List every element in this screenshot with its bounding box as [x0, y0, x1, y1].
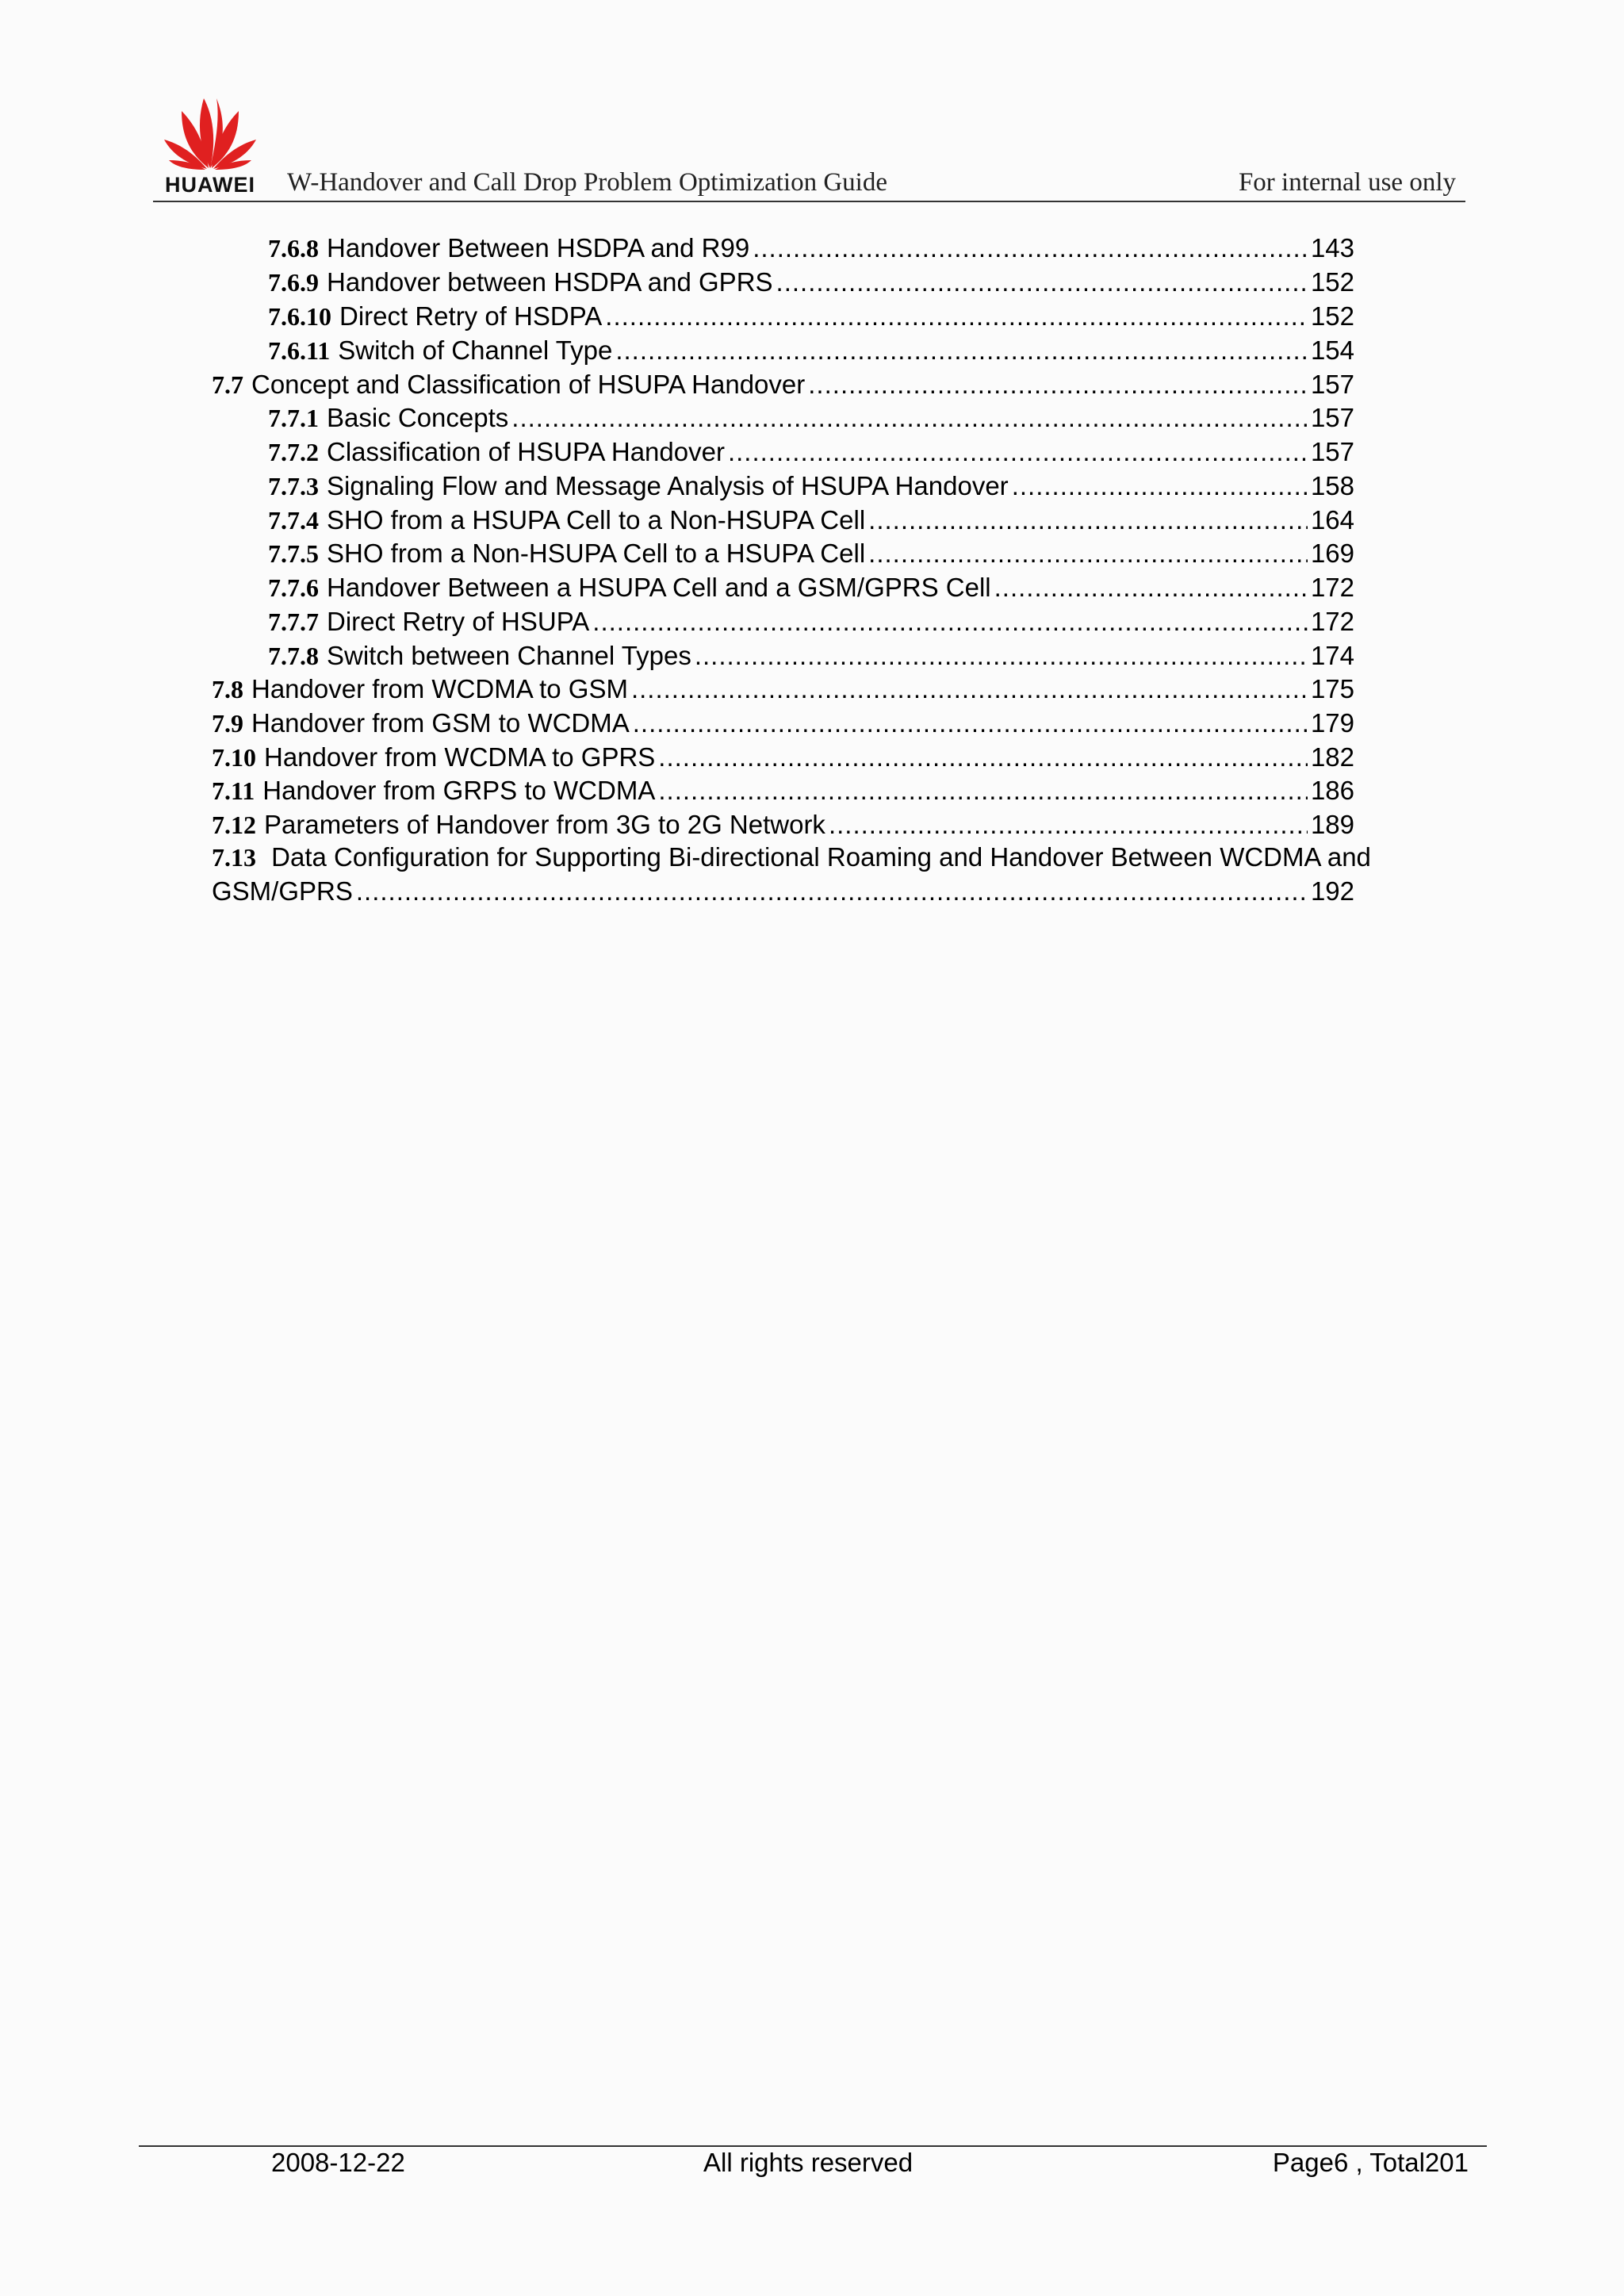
toc-entry-page: 189 [1310, 810, 1354, 839]
header-divider [153, 201, 1465, 202]
footer-date: 2008-12-22 [271, 2148, 405, 2177]
toc-entry-page: 143 [1310, 233, 1354, 263]
toc-entry[interactable] [212, 369, 1354, 401]
toc-entry-number: 7.11 [212, 776, 255, 805]
toc-leader-dots [633, 707, 1308, 739]
toc-entry-title: Concept and Classification of HSUPA Handover [251, 370, 806, 399]
toc-leader-dots [1012, 470, 1308, 502]
toc-entry-number: 7.7.1 [268, 404, 319, 432]
toc-leader-dots [868, 504, 1308, 536]
toc-entry-number: 7.7.4 [268, 506, 319, 535]
toc-entry-page: 172 [1310, 607, 1354, 636]
toc-entry-title: Handover between HSDPA and GPRS [327, 267, 773, 297]
document-title: W-Handover and Call Drop Problem Optimization Guide [287, 168, 888, 197]
toc-entry[interactable] [212, 775, 1354, 807]
toc-entry-title-continued: GSM/GPRS [212, 876, 353, 906]
toc-leader-dots [776, 266, 1308, 298]
toc-entry[interactable] [268, 538, 1354, 569]
toc-entry-page: 157 [1310, 370, 1354, 399]
toc-entry-number: 7.7.8 [268, 642, 319, 670]
toc-entry-page: 157 [1310, 437, 1354, 466]
toc-entry-page: 182 [1310, 742, 1354, 772]
toc-leader-dots [592, 606, 1308, 638]
toc-entry-number: 7.6.8 [268, 234, 319, 263]
toc-entry-page: 175 [1310, 674, 1354, 703]
toc-entry-title: Classification of HSUPA Handover [327, 437, 725, 466]
toc-entry-title: Parameters of Handover from 3G to 2G Network [264, 810, 825, 839]
toc-entry[interactable] [268, 504, 1354, 536]
footer-page-number: Page6 , Total201 [1272, 2148, 1469, 2177]
toc-entry-number: 7.7.2 [268, 438, 319, 466]
toc-leader-dots [728, 436, 1308, 468]
toc-leader-dots [829, 809, 1308, 841]
toc-entry[interactable] [268, 572, 1354, 604]
toc-leader-dots [511, 402, 1308, 434]
toc-entry-number: 7.7 [212, 370, 243, 399]
toc-entry-title: Signaling Flow and Message Analysis of HSUPA Handover [327, 471, 1009, 500]
toc-entry-number: 7.7.5 [268, 539, 319, 568]
toc-entry-page: 157 [1310, 403, 1354, 432]
toc-entry-title: Direct Retry of HSDPA [339, 301, 603, 331]
toc-leader-dots [753, 232, 1308, 264]
toc-leader-dots [994, 572, 1308, 604]
toc-entry[interactable] [268, 301, 1354, 332]
logo-wordmark: HUAWEI [165, 173, 255, 197]
toc-leader-dots [605, 301, 1308, 332]
huawei-logo [155, 94, 266, 198]
footer-divider [139, 2145, 1487, 2147]
toc-entry-number: 7.12 [212, 811, 256, 839]
toc-leader-dots [868, 538, 1308, 569]
toc-entry-title: Direct Retry of HSUPA [327, 607, 590, 636]
toc-leader-dots [615, 335, 1308, 366]
toc-entry[interactable] [268, 470, 1354, 502]
toc-leader-dots [631, 673, 1308, 705]
toc-entry[interactable] [268, 606, 1354, 638]
toc-entry-title: SHO from a HSUPA Cell to a Non-HSUPA Cell [327, 505, 866, 535]
toc-entry[interactable] [268, 402, 1354, 434]
toc-entry[interactable] [212, 707, 1354, 739]
toc-entry-title: Handover Between HSDPA and R99 [327, 233, 750, 263]
toc-entry-number: 7.7.6 [268, 573, 319, 602]
toc-entry-number: 7.13 [212, 843, 256, 872]
toc-entry[interactable] [212, 809, 1354, 841]
toc-entry-title: Basic Concepts [327, 403, 509, 432]
toc-entry-title: Data Configuration for Supporting Bi-directional Roaming and Handover Between WCDMA and [271, 842, 1371, 872]
toc-entry-title: Handover from GRPS to WCDMA [262, 776, 656, 805]
toc-entry[interactable] [268, 640, 1354, 672]
toc-entry[interactable] [212, 673, 1354, 705]
toc-leader-dots [695, 640, 1308, 672]
toc-entry[interactable] [268, 266, 1354, 298]
toc-entry-number: 7.6.9 [268, 268, 319, 297]
toc-entry-page: 174 [1310, 641, 1354, 670]
toc-entry-page: 164 [1310, 505, 1354, 535]
toc-entry-title: Handover from WCDMA to GSM [251, 674, 628, 703]
toc-entry-title: Switch of Channel Type [338, 335, 613, 365]
toc-leader-dots [356, 876, 1308, 907]
footer-rights: All rights reserved [703, 2148, 914, 2177]
toc-entry-page: 154 [1310, 335, 1354, 365]
toc-leader-dots [658, 775, 1308, 807]
classification-label: For internal use only [1238, 168, 1456, 197]
toc-entry-page: 152 [1310, 301, 1354, 331]
toc-entry-number: 7.8 [212, 675, 243, 703]
toc-entry-page: 172 [1310, 573, 1354, 602]
toc-entry-title: SHO from a Non-HSUPA Cell to a HSUPA Cell [327, 539, 866, 568]
toc-entry-number: 7.6.10 [268, 302, 331, 331]
toc-entry-number: 7.10 [212, 743, 256, 772]
toc-entry-number: 7.7.3 [268, 472, 319, 500]
toc-entry-page: 169 [1310, 539, 1354, 568]
toc-entry[interactable] [212, 742, 1354, 773]
toc-leader-dots [808, 369, 1308, 401]
toc-entry-number: 7.9 [212, 709, 243, 738]
toc-entry[interactable] [268, 335, 1354, 366]
huawei-petals-icon [161, 94, 259, 170]
toc-entry-wrapped-first-line[interactable] [212, 841, 1371, 873]
toc-entry[interactable] [268, 232, 1354, 264]
toc-entry-title: Switch between Channel Types [327, 641, 691, 670]
toc-entry-title: Handover Between a HSUPA Cell and a GSM/GPRS Cell [327, 573, 991, 602]
toc-entry[interactable] [268, 436, 1354, 468]
toc-leader-dots [658, 742, 1308, 773]
toc-entry-title: Handover from GSM to WCDMA [251, 708, 630, 738]
toc-entry-page: 152 [1310, 267, 1354, 297]
toc-entry-number: 7.6.11 [268, 336, 331, 365]
toc-entry-page: 179 [1310, 708, 1354, 738]
toc-entry-page: 186 [1310, 776, 1354, 805]
toc-entry-page: 158 [1310, 471, 1354, 500]
toc-entry-page: 192 [1310, 876, 1354, 906]
toc-entry-wrapped-second-line[interactable] [212, 876, 1354, 907]
toc-entry-number: 7.7.7 [268, 608, 319, 636]
toc-entry-title: Handover from WCDMA to GPRS [264, 742, 656, 772]
